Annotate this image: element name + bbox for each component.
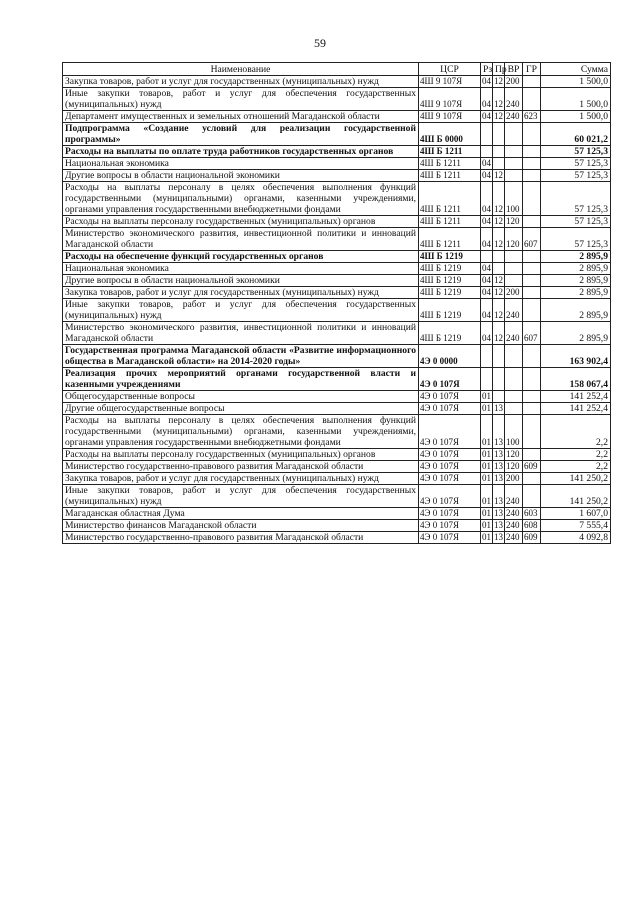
cell-rz: 01 xyxy=(482,520,491,530)
cell-pr: 13 xyxy=(494,403,503,413)
cell-rz: 01 xyxy=(481,415,493,449)
cell-gr xyxy=(523,76,541,88)
cell-gr: 607 xyxy=(523,228,541,251)
cell-gr: 609 xyxy=(523,532,541,544)
cell-pr: 13 xyxy=(494,520,503,530)
table-row xyxy=(63,228,611,251)
cell-csr: 4Э 0 107Я xyxy=(419,368,481,391)
cell-vr xyxy=(505,251,523,263)
table-row xyxy=(63,508,611,520)
cell-vr: 240 xyxy=(505,508,523,520)
table-row xyxy=(63,485,611,508)
cell-vr: 240 xyxy=(505,111,523,123)
table-row xyxy=(63,391,611,403)
cell-name: Иные закупки товаров, работ и услуг для обеспечения государственных (муниципальных) нужд xyxy=(63,88,419,111)
cell-name: Другие вопросы в области национальной экономики xyxy=(63,170,419,182)
cell-rz xyxy=(481,251,493,263)
cell-vr: 240 xyxy=(505,322,523,345)
header-sum: Сумма xyxy=(541,63,611,76)
cell-name: Министерство экономического развития, инвестиционной политики и инноваций Магаданской области xyxy=(63,228,419,251)
cell-name: Расходы на выплаты персоналу государственных (муниципальных) органов xyxy=(63,449,419,461)
table-row xyxy=(63,520,611,532)
cell-gr xyxy=(523,345,541,368)
cell-pr: 12 xyxy=(494,287,503,297)
cell-sum: 1 500,0 xyxy=(541,76,611,88)
cell-gr xyxy=(523,391,541,403)
cell-csr: 4Э 0 0000 xyxy=(419,345,481,368)
table-row xyxy=(63,158,611,170)
cell-gr xyxy=(523,299,541,322)
cell-rz: 04 xyxy=(482,263,491,273)
cell-name: Расходы на выплаты персоналу государственных (муниципальных) органов xyxy=(63,216,419,228)
cell-vr: 200 xyxy=(505,287,523,299)
cell-rz: 04 xyxy=(481,228,493,251)
cell-pr: 13 xyxy=(494,461,503,471)
table-row xyxy=(63,111,611,123)
cell-pr xyxy=(493,263,505,275)
cell-name: Иные закупки товаров, работ и услуг для обеспечения государственных (муниципальных) нужд xyxy=(63,299,419,322)
cell-vr: 240 xyxy=(505,532,523,544)
cell-pr xyxy=(493,123,505,146)
cell-vr: 120 xyxy=(505,216,523,228)
cell-rz xyxy=(481,123,493,146)
cell-pr: 12 xyxy=(493,322,505,345)
cell-gr xyxy=(523,485,541,508)
cell-pr: 12 xyxy=(493,299,505,322)
cell-name: Расходы на выплаты персоналу в целях обеспечения выполнения функций государственными (муниципальными) органами, казенными учреждениями, органами управления государственными внебюджетными фондами xyxy=(63,415,419,449)
table-row xyxy=(63,182,611,216)
cell-gr xyxy=(523,287,541,299)
cell-csr: 4Ш Б 1211 xyxy=(419,158,481,170)
cell-vr: 200 xyxy=(505,473,523,485)
cell-csr: 4Э 0 107Я xyxy=(419,520,481,532)
cell-sum: 158 067,4 xyxy=(541,368,611,391)
cell-csr: 4Ш Б 1219 xyxy=(419,251,481,263)
table-row xyxy=(63,368,611,391)
cell-name: Реализация прочих мероприятий органами государственной власти и казенными учреждениями xyxy=(63,368,419,391)
cell-gr xyxy=(523,275,541,287)
cell-rz: 04 xyxy=(481,322,493,345)
cell-name: Расходы на обеспечение функций государственных органов xyxy=(63,251,419,263)
cell-rz: 01 xyxy=(481,485,493,508)
cell-name: Закупка товаров, работ и услуг для государственных (муниципальных) нужд xyxy=(63,473,419,485)
cell-gr xyxy=(523,123,541,146)
cell-csr: 4Э 0 107Я xyxy=(419,449,481,461)
cell-rz: 01 xyxy=(482,473,491,483)
cell-rz: 01 xyxy=(482,391,491,401)
cell-pr xyxy=(493,345,505,368)
cell-name: Министерство финансов Магаданской области xyxy=(63,520,419,532)
cell-csr: 4Ш Б 1219 xyxy=(419,299,481,322)
cell-name: Подпрограмма «Создание условий для реализации государственной программы» xyxy=(63,123,419,146)
cell-rz: 01 xyxy=(482,403,491,413)
cell-gr xyxy=(523,263,541,275)
cell-sum: 1 500,0 xyxy=(541,111,611,123)
cell-gr xyxy=(523,449,541,461)
cell-gr xyxy=(523,368,541,391)
cell-name: Общегосударственные вопросы xyxy=(63,391,419,403)
cell-sum: 2 895,9 xyxy=(541,322,611,345)
cell-rz: 04 xyxy=(481,299,493,322)
cell-gr: 609 xyxy=(523,461,541,473)
table-row xyxy=(63,473,611,485)
cell-csr: 4Э 0 107Я xyxy=(419,391,481,403)
cell-sum: 60 021,2 xyxy=(541,123,611,146)
cell-csr: 4Э 0 107Я xyxy=(419,473,481,485)
cell-pr: 12 xyxy=(494,111,503,121)
cell-name: Министерство государственно-правового развития Магаданской области xyxy=(63,532,419,544)
cell-vr xyxy=(505,403,523,415)
table-row xyxy=(63,76,611,88)
cell-sum: 141 252,4 xyxy=(541,403,611,415)
header-pr: Пр xyxy=(493,63,505,76)
cell-sum: 2,2 xyxy=(541,449,611,461)
table-row xyxy=(63,345,611,368)
cell-rz: 04 xyxy=(482,170,491,180)
cell-rz: 04 xyxy=(482,76,491,86)
budget-table xyxy=(62,62,611,544)
cell-name: Другие общегосударственные вопросы xyxy=(63,403,419,415)
cell-csr: 4Ш 9 107Я xyxy=(419,88,481,111)
cell-pr: 13 xyxy=(494,532,503,542)
cell-vr xyxy=(505,123,523,146)
cell-pr: 12 xyxy=(493,228,505,251)
header-vr: ВР xyxy=(505,63,523,76)
cell-gr xyxy=(523,182,541,216)
cell-vr: 120 xyxy=(505,461,523,473)
page-number: 59 xyxy=(314,36,326,50)
cell-name: Другие вопросы в области национальной экономики xyxy=(63,275,419,287)
cell-gr xyxy=(523,473,541,485)
table-row xyxy=(63,123,611,146)
cell-pr xyxy=(493,251,505,263)
cell-vr: 120 xyxy=(505,228,523,251)
cell-rz xyxy=(481,345,493,368)
cell-rz xyxy=(481,146,493,158)
cell-gr xyxy=(523,170,541,182)
table-row xyxy=(63,216,611,228)
cell-name: Министерство государственно-правового развития Магаданской области xyxy=(63,461,419,473)
cell-vr: 200 xyxy=(505,76,523,88)
cell-vr: 120 xyxy=(505,449,523,461)
cell-csr: 4Ш 9 107Я xyxy=(419,76,481,88)
cell-gr xyxy=(523,403,541,415)
header-csr: ЦСР xyxy=(419,63,481,76)
cell-sum: 2 895,9 xyxy=(541,251,611,263)
cell-name: Государственная программа Магаданской области «Развитие информационного общества в Магаданской области» на 2014-2020 годы» xyxy=(63,345,419,368)
cell-gr xyxy=(523,158,541,170)
cell-vr xyxy=(505,345,523,368)
cell-gr: 623 xyxy=(523,111,541,123)
cell-sum: 2,2 xyxy=(541,415,611,449)
cell-rz: 04 xyxy=(481,88,493,111)
cell-pr: 12 xyxy=(494,76,503,86)
cell-rz: 04 xyxy=(482,275,491,285)
cell-name: Департамент имущественных и земельных отношений Магаданской области xyxy=(63,111,419,123)
cell-vr: 240 xyxy=(505,299,523,322)
cell-csr: 4Ш Б 1211 xyxy=(419,170,481,182)
cell-sum: 4 092,8 xyxy=(541,532,611,544)
cell-sum: 57 125,3 xyxy=(541,146,611,158)
cell-gr xyxy=(523,146,541,158)
cell-rz: 01 xyxy=(482,449,491,459)
cell-rz: 04 xyxy=(481,182,493,216)
table-row xyxy=(63,251,611,263)
cell-gr xyxy=(523,251,541,263)
cell-csr: 4Ш 9 107Я xyxy=(419,111,481,123)
cell-name: Расходы на выплаты по оплате труда работников государственных органов xyxy=(63,146,419,158)
cell-name: Министерство экономического развития, инвестиционной политики и инноваций Магаданской области xyxy=(63,322,419,345)
cell-csr: 4Э 0 107Я xyxy=(419,403,481,415)
cell-csr: 4Э 0 107Я xyxy=(419,461,481,473)
cell-vr xyxy=(505,146,523,158)
table-row xyxy=(63,299,611,322)
cell-vr xyxy=(505,368,523,391)
cell-pr: 13 xyxy=(494,473,503,483)
cell-sum: 57 125,3 xyxy=(541,182,611,216)
cell-gr: 608 xyxy=(523,520,541,532)
table-row xyxy=(63,322,611,345)
header-rz: Рз xyxy=(481,63,493,76)
cell-gr: 603 xyxy=(523,508,541,520)
cell-vr: 240 xyxy=(505,88,523,111)
table-row xyxy=(63,532,611,544)
cell-pr: 12 xyxy=(494,170,503,180)
cell-name: Расходы на выплаты персоналу в целях обеспечения выполнения функций государственными (муниципальными) органами, казенными учреждениями, органами управления государственными внебюджетными фондами xyxy=(63,182,419,216)
cell-rz: 01 xyxy=(482,532,491,542)
cell-csr: 4Э 0 107Я xyxy=(419,532,481,544)
table-row xyxy=(63,461,611,473)
cell-rz: 04 xyxy=(482,158,491,168)
table-row xyxy=(63,263,611,275)
cell-csr: 4Ш Б 1211 xyxy=(419,182,481,216)
cell-rz: 04 xyxy=(482,111,491,121)
cell-pr xyxy=(493,368,505,391)
cell-gr xyxy=(523,415,541,449)
cell-pr: 12 xyxy=(494,275,503,285)
cell-csr: 4Ш Б 1219 xyxy=(419,287,481,299)
cell-sum: 2 895,9 xyxy=(541,299,611,322)
cell-sum: 163 902,4 xyxy=(541,345,611,368)
cell-vr xyxy=(505,158,523,170)
cell-pr: 12 xyxy=(493,88,505,111)
cell-sum: 141 252,4 xyxy=(541,391,611,403)
cell-pr xyxy=(493,391,505,403)
cell-sum: 2,2 xyxy=(541,461,611,473)
cell-vr xyxy=(505,391,523,403)
cell-sum: 57 125,3 xyxy=(541,158,611,170)
cell-sum: 141 250,2 xyxy=(541,473,611,485)
cell-pr xyxy=(493,146,505,158)
table-row xyxy=(63,170,611,182)
cell-vr: 100 xyxy=(505,415,523,449)
cell-vr xyxy=(505,170,523,182)
cell-csr: 4Ш Б 1219 xyxy=(419,322,481,345)
cell-csr: 4Э 0 107Я xyxy=(419,508,481,520)
table-row xyxy=(63,449,611,461)
cell-name: Иные закупки товаров, работ и услуг для обеспечения государственных (муниципальных) нужд xyxy=(63,485,419,508)
cell-name: Закупка товаров, работ и услуг для государственных (муниципальных) нужд xyxy=(63,76,419,88)
cell-csr: 4Ш Б 1211 xyxy=(419,146,481,158)
cell-sum: 57 125,3 xyxy=(541,228,611,251)
cell-sum: 7 555,4 xyxy=(541,520,611,532)
cell-vr xyxy=(505,263,523,275)
cell-sum: 1 607,0 xyxy=(541,508,611,520)
table-row xyxy=(63,415,611,449)
table-row xyxy=(63,287,611,299)
cell-name: Магаданская областная Дума xyxy=(63,508,419,520)
table-header-row xyxy=(63,63,611,76)
cell-pr xyxy=(493,158,505,170)
cell-csr: 4Ш Б 1211 xyxy=(419,228,481,251)
table-row xyxy=(63,403,611,415)
cell-pr: 13 xyxy=(494,508,503,518)
cell-csr: 4Ш Б 1219 xyxy=(419,275,481,287)
header-gr: ГР xyxy=(523,63,541,76)
cell-pr: 12 xyxy=(494,216,503,226)
cell-csr: 4Э 0 107Я xyxy=(419,485,481,508)
cell-csr: 4Э 0 107Я xyxy=(419,415,481,449)
cell-name: Закупка товаров, работ и услуг для государственных (муниципальных) нужд xyxy=(63,287,419,299)
cell-csr: 4Ш Б 0000 xyxy=(419,123,481,146)
cell-rz: 01 xyxy=(482,461,491,471)
cell-pr: 13 xyxy=(493,485,505,508)
cell-sum: 1 500,0 xyxy=(541,88,611,111)
cell-name: Национальная экономика xyxy=(63,158,419,170)
cell-gr xyxy=(523,216,541,228)
cell-vr: 240 xyxy=(505,520,523,532)
cell-csr: 4Ш Б 1219 xyxy=(419,263,481,275)
cell-sum: 2 895,9 xyxy=(541,275,611,287)
table-body xyxy=(63,76,611,544)
table-row xyxy=(63,146,611,158)
cell-pr: 13 xyxy=(493,415,505,449)
cell-sum: 2 895,9 xyxy=(541,287,611,299)
table-row xyxy=(63,88,611,111)
cell-pr: 12 xyxy=(493,182,505,216)
cell-rz xyxy=(481,368,493,391)
cell-vr xyxy=(505,275,523,287)
cell-vr: 100 xyxy=(505,182,523,216)
cell-name: Национальная экономика xyxy=(63,263,419,275)
cell-rz: 01 xyxy=(482,508,491,518)
cell-sum: 141 250,2 xyxy=(541,485,611,508)
cell-vr: 240 xyxy=(505,485,523,508)
cell-sum: 2 895,9 xyxy=(541,263,611,275)
cell-sum: 57 125,3 xyxy=(541,216,611,228)
cell-csr: 4Ш Б 1211 xyxy=(419,216,481,228)
cell-gr: 607 xyxy=(523,322,541,345)
cell-rz: 04 xyxy=(482,216,491,226)
cell-sum: 57 125,3 xyxy=(541,170,611,182)
header-name: Наименование xyxy=(63,63,419,76)
cell-rz: 04 xyxy=(482,287,491,297)
cell-pr: 13 xyxy=(494,449,503,459)
cell-gr xyxy=(523,88,541,111)
table-row xyxy=(63,275,611,287)
